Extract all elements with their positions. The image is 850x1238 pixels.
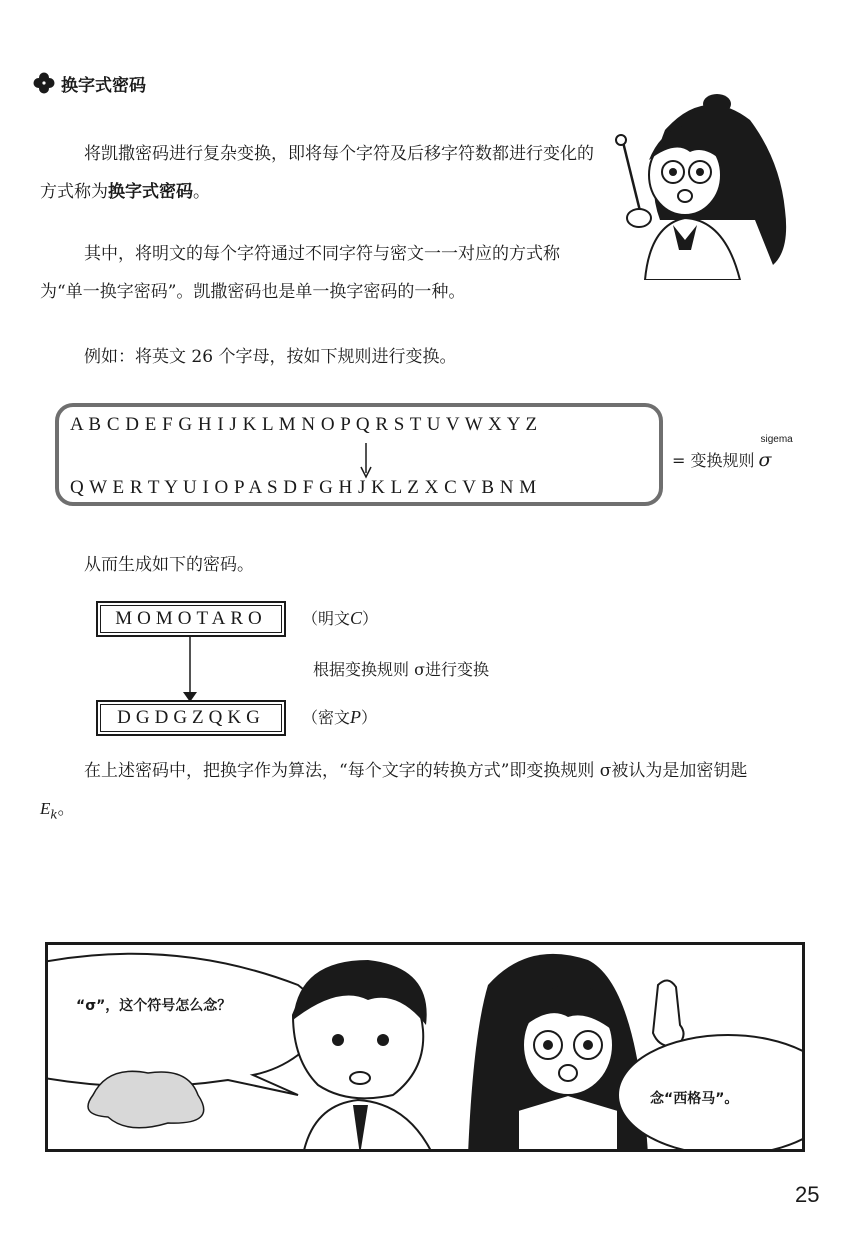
ciphertext-word: DGDGZQKG [100,704,282,732]
p3-text: 例如：将英文 26 个字母，按如下规则进行变换。 [84,347,457,367]
ciphertext-label-close: ） [361,708,378,727]
rule-label-text: = 变换规则 [672,451,755,470]
plaintext-box [96,601,286,637]
cipher-alphabet-row: Q W E R T Y U I O P A S D F G H J K L Z X C V B N M [70,477,537,498]
clover-bullet-icon [33,72,55,94]
paragraph-monoalphabetic [40,235,595,311]
transform-rule-caption: 根据变换规则 σ进行变换 [313,660,490,679]
transform-rule-label [672,434,793,471]
ciphertext-box [96,700,286,736]
ciphertext-variable: P [350,707,362,727]
plaintext-word: MOMOTARO [100,605,282,633]
paragraph-generate [40,546,595,584]
p5-text: 在上述密码中，把换字作为算法，“每个文字的转换方式”即变换规则 σ被认为是加密钥匙 [84,761,748,781]
comic-panel-art [48,945,805,1152]
p4-text: 从而生成如下的密码。 [84,555,254,575]
transform-arrow-icon [180,636,200,704]
page-number: 25 [795,1182,820,1207]
paragraph-substitution-intro [40,135,595,211]
p5-key-symbol: E [40,799,51,818]
speech-bubble-left: “σ”，这个符号怎么念？ [76,998,232,1014]
sigma-reading: sigema [760,434,793,445]
plaintext-label-text: （明文 [302,609,351,628]
ciphertext-label [302,705,377,728]
section-title: 换字式密码 [61,75,146,96]
comic-panel [45,942,805,1152]
paragraph-example-intro [40,338,595,376]
p1-keyword: 换字式密码 [108,182,193,202]
plaintext-label [302,606,378,629]
mapping-arrow-icon [359,443,373,479]
girl-with-pointer-illustration [605,90,805,280]
p2-text: 其中，将明文的每个字符通过不同字符与密文一一对应的方式称为“单一换字密码”。凯撒密码也是单一换字密码的一种。 [40,244,560,302]
sigma-symbol: σ [758,449,772,471]
plaintext-variable: C [350,608,363,628]
plain-alphabet-row: A B C D E F G H I J K L M N O P Q R S T U V W X Y Z [70,414,538,435]
p5-end: 。 [57,799,75,819]
speech-bubble-right: 念“西格马”。 [650,1091,739,1107]
sigma-with-reading [755,434,793,471]
paragraph-key [40,752,810,833]
p1-text: 将凯撒密码进行复杂变换，即将每个字符及后移字符数都进行变化的方式称为 [40,144,594,202]
p5-key-subscript: k [50,807,58,822]
section-header [33,68,146,98]
plaintext-label-close: ） [362,609,379,628]
ciphertext-label-text: （密文 [302,708,351,727]
p1-end: 。 [193,182,210,202]
